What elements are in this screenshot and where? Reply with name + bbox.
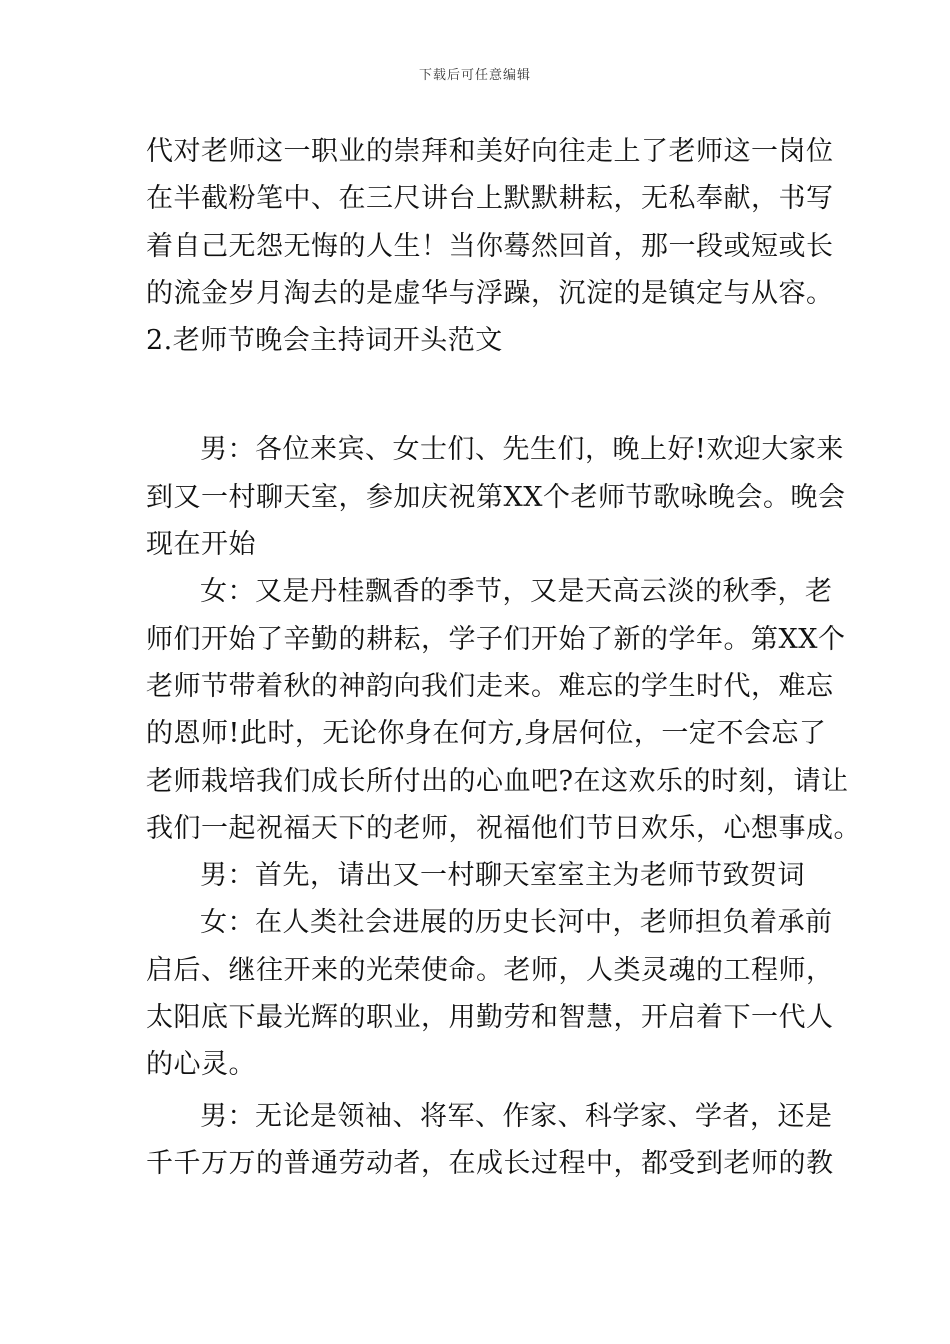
text-line: 师们开始了辛勤的耕耘，学子们开始了新的学年。第XX个 — [146, 623, 846, 655]
text-line: 男：无论是领袖、将军、作家、科学家、学者，还是 — [200, 1100, 833, 1132]
document-body — [146, 128, 861, 1187]
text-line: 的心灵。 — [146, 1049, 256, 1081]
text-line: 老师节带着秋的神韵向我们走来。难忘的学生时代，难忘 — [146, 670, 834, 702]
text-line: 我们一起祝福天下的老师，祝福他们节日欢乐，心想事成。 — [146, 812, 861, 844]
text-line: 代对老师这一职业的崇拜和美好向往走上了老师这一岗位 — [146, 136, 834, 167]
text-line: 太阳底下最光辉的职业，用勤劳和智慧，开启着下一代人 — [146, 1002, 834, 1034]
text-line: 女：在人类社会进展的历史长河中，老师担负着承前 — [200, 907, 833, 939]
text-line: 在半截粉笔中、在三尺讲台上默默耕耘，无私奉献，书写 — [146, 183, 834, 215]
page-header: 下载后可任意编辑 — [418, 68, 531, 83]
section-heading: 2.老师节晚会主持词开头范文 — [146, 325, 503, 357]
text-line: 男：各位来宾、女士们、先生们，晚上好!欢迎大家来 — [200, 434, 844, 466]
text-line: 男：首先，请出又一村聊天室室主为老师节致贺词 — [200, 860, 805, 892]
text-line: 到又一村聊天室，参加庆祝第XX个老师节歌咏晚会。晚会 — [146, 481, 846, 513]
blank-space — [146, 364, 826, 426]
text-line: 的流金岁月淘去的是虚华与浮躁，沉淀的是镇定与从容。 — [146, 277, 834, 309]
text-line: 启后、继往开来的光荣使命。老师，人类灵魂的工程师， — [146, 954, 834, 986]
text-line: 千千万万的普通劳动者，在成长过程中，都受到老师的教 — [146, 1147, 834, 1179]
text-line: 着自己无怨无悔的人生！当你蓦然回首，那一段或短或长 — [146, 230, 834, 262]
text-line: 女：又是丹桂飘香的季节，又是天高云淡的秋季，老 — [200, 576, 833, 608]
text-line: 老师栽培我们成长所付出的心血吧?在这欢乐的时刻，请让 — [146, 765, 849, 797]
text-line: 的恩师!此时，无论你身在何方,身居何位，一定不会忘了 — [146, 718, 827, 750]
text-line: 现在开始 — [146, 529, 256, 561]
